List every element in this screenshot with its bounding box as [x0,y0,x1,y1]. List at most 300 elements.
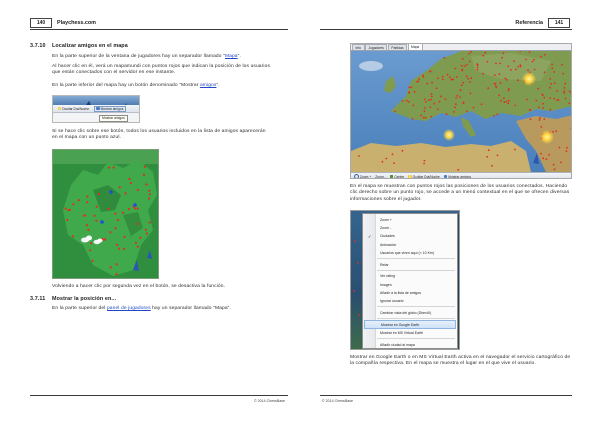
user-dot [354,240,356,242]
user-dot [535,100,537,102]
tooltip [99,115,128,122]
user-dot [543,118,545,120]
user-dot [144,166,146,168]
user-dot [546,158,548,160]
user-dot [482,55,484,57]
user-dot [455,103,457,105]
menu-separator [377,270,455,271]
user-dot [440,96,442,98]
map-strip [53,96,139,105]
user-dot [559,147,561,149]
user-dot [544,71,546,73]
footer-rule-right [320,395,572,396]
user-dot [477,69,479,71]
user-dot [456,95,458,97]
user-dot [461,65,463,67]
user-dot [538,107,540,109]
user-dot [495,83,497,85]
user-dot [402,150,404,152]
user-dot [461,84,463,86]
show-friends-label: Mostrar amigos [100,106,124,111]
user-dot [108,167,110,169]
user-dot [408,92,410,94]
user-dot [420,114,422,116]
menu-item-zoom-out [364,224,456,232]
cloud-icon [359,61,383,71]
user-dot [564,83,566,85]
paragraph-text: ". [216,83,220,88]
user-dot [424,160,426,162]
footer-rule-left [30,395,288,396]
day-night-label: Ocultar Día/Noche [62,106,90,111]
day-night-button [56,106,91,112]
menu-separator [377,318,455,319]
footer-left: © 2014 ChessBase [253,399,285,403]
user-dot [408,86,410,88]
magnifier-icon [354,174,359,179]
friends-map-screenshot [52,149,159,279]
user-dot [96,206,98,208]
friend-dot [109,190,113,194]
user-dot [358,314,360,316]
user-dot [497,155,499,157]
menu-item-add-city [364,340,456,348]
world-map-screenshot [350,43,572,179]
user-dot [496,114,498,116]
friends-map [53,150,159,279]
user-dot [137,189,139,191]
user-dot [542,107,544,109]
user-dot [462,82,464,84]
user-dot [430,70,432,72]
user-dot [539,119,541,121]
user-dot [410,87,412,89]
section-title: Mostrar la posición en... [52,296,117,302]
menu-item-zoom-in [364,216,456,224]
user-dot [149,221,151,223]
user-dot [119,186,121,188]
user-dot [566,150,568,152]
user-dot [95,220,97,222]
user-dot [514,149,516,151]
tab-label: Partidas [391,45,404,50]
user-dot [394,111,396,113]
user-dot [540,126,542,128]
user-dot [72,235,74,237]
user-dot [548,154,550,156]
user-dot [86,201,88,203]
user-dot [530,118,532,120]
user-dot [477,64,479,66]
tab-jugadores [365,44,387,50]
user-dot [89,249,91,251]
user-dot [86,195,88,197]
user-dot [65,208,67,210]
user-dot [484,52,486,54]
user-dot [124,192,126,194]
user-dot [137,223,139,225]
paragraph: Mostrar en Google Earth o en MS Virtual Earth activa en el navegador el servicio cartográfico de la compañía respectiva. En el mapa se muestra el lugar en el que vive el usuario. [350,355,571,367]
user-dot [499,82,501,84]
user-dot [104,238,106,240]
user-dot [506,79,508,81]
user-dot [499,63,501,65]
user-dot [443,57,445,59]
section-title: Localizar amigos en el mapa [52,43,128,49]
user-dot [525,59,527,61]
user-dot [469,81,471,83]
user-dot [508,88,510,90]
user-dot [540,56,542,58]
user-dot [564,87,566,89]
user-dot [442,79,444,81]
user-dot [556,99,558,101]
menu-item-label: Ciudades [380,234,395,239]
menu-item-google-earth [364,320,456,328]
user-dot [66,219,68,221]
buttons-screenshot [52,95,140,123]
user-dot [456,76,458,78]
user-dot [495,85,497,87]
user-dot [526,99,528,101]
user-dot [566,147,568,149]
user-dot [148,197,150,199]
map-top-band [53,150,159,164]
user-dot [487,87,489,89]
user-dot [494,74,496,76]
user-dot [551,68,553,70]
user-dot [425,101,427,103]
user-dot [562,73,564,75]
user-dot [437,77,439,79]
user-dot [542,157,544,159]
user-dot [430,106,432,108]
user-dot [508,100,510,102]
user-dot [477,67,479,69]
user-dot [148,190,150,192]
user-dot [543,97,545,99]
user-dot [385,158,387,160]
user-dot [466,64,468,66]
user-dot [468,53,470,55]
user-dot [123,236,125,238]
user-dot [128,178,130,180]
user-dot [515,69,517,71]
user-dot [549,78,551,80]
menu-item-label: Añadir a la lista de amigos [380,290,422,295]
user-dot [560,162,562,164]
day-night-label: Ocultar Día/Noche [412,174,440,179]
user-dot [454,106,456,108]
menu-separator [377,338,455,339]
user-dot [86,224,88,226]
user-dot [135,242,137,244]
user-dot [555,130,557,132]
menu-item-challenge [364,261,456,269]
user-dot [563,92,565,94]
user-dot [542,94,544,96]
user-dot [116,244,118,246]
user-dot [486,61,488,63]
user-dot [134,207,136,209]
user-dot [418,78,420,80]
user-dot [109,231,111,233]
menu-item-label: Usuarios que viven aquí (< 10 Km) [380,250,434,255]
menu-item-label: Zoom - [380,226,392,231]
zoom-in-button [354,174,371,179]
user-dot [417,81,419,83]
tab-partidas [388,44,407,50]
user-dot [430,116,432,118]
user-dot [569,90,571,92]
user-dot [358,155,360,157]
center-icon [390,175,394,179]
tab-label: Info [355,45,361,50]
menu-separator [377,258,455,259]
menu-item-cities [364,232,456,240]
menu-item-label: Mostrar en Google Earth [381,322,420,327]
user-dot [481,103,483,105]
user-dot [117,219,119,221]
menu-item-label: Ignorar usuario [380,298,404,303]
user-dot [431,96,433,98]
user-dot [83,215,85,217]
user-dot [382,161,384,163]
user-dot [425,117,427,119]
menu-item-add-friend [364,289,456,297]
user-dot [473,107,475,109]
user-dot [469,61,471,63]
user-dot [436,88,438,90]
context-menu-screenshot [350,210,460,350]
user-dot [433,103,435,105]
section-number: 3.7.11 [30,296,46,302]
sun-icon [540,130,554,144]
amigos-link[interactable]: amigos [199,83,217,88]
user-dot [503,52,505,54]
world-map [351,51,572,172]
user-dot [563,90,565,92]
menu-item-label: Añadir ciudad al mapa [380,342,415,347]
player-panel-link[interactable]: panel de jugadores [106,306,151,311]
user-dot [424,110,426,112]
user-dot [514,105,516,107]
user-dot [463,102,465,104]
menu-item-label: Zoom + [380,218,392,223]
menu-item-label: Retar [380,262,389,267]
user-dot [561,64,563,66]
user-dot [93,215,95,217]
user-dot [78,199,80,201]
user-dot [414,91,416,93]
user-dot [146,232,148,234]
header-rule-left [30,29,288,30]
paragraph [52,306,272,312]
user-dot [116,263,118,265]
player-window-tabs [351,44,571,51]
page-number-right: 141 [548,18,570,28]
paragraph-text: ". [237,54,241,59]
user-dot [143,174,145,176]
paragraph [52,54,272,60]
running-head-left: Playchess.com [57,20,96,26]
user-dot [98,193,100,195]
user-dot [467,78,469,80]
menu-separator [377,306,455,307]
user-dot [569,102,571,104]
paragraph: En el mapa se muestran con puntos rojos las posiciones de los usuarios conectados. Haciendo clic derecho sobre un punto rojo, se accede a un menú contextual en el que se ofrecen diversas informaciones sobre el jugador. [350,184,570,202]
paragraph-text: En la parte inferior del mapa hay un botón denominado "Mostrar [52,83,200,88]
user-dot [519,64,521,66]
user-dot [428,99,430,101]
menu-item-nearby-users [364,249,456,257]
user-dot [449,76,451,78]
menu-item-globe-view [364,309,456,317]
user-dot [426,83,428,85]
context-menu [362,213,458,349]
user-dot [540,153,542,155]
user-dot [466,75,468,77]
page-number-left: 140 [30,18,52,28]
user-dot [408,101,410,103]
show-friends-label: Mostrar amigos [448,174,471,179]
zoom-out-label: Zoom - [375,174,386,179]
user-dot [114,213,116,215]
user-dot [554,168,556,170]
user-dot [550,83,552,85]
user-dot [529,109,531,111]
user-dot [393,162,395,164]
user-dot [442,76,444,78]
user-dot [537,88,539,90]
center-label: Center [394,174,405,179]
user-dot [422,75,424,77]
tab-label: Jugadores [368,45,384,50]
user-dot [542,103,544,105]
user-dot [534,69,536,71]
user-dot [423,163,425,165]
user-dot [357,262,359,264]
user-dot [470,92,472,94]
user-dot [482,73,484,75]
user-dot [517,66,519,68]
user-dot [493,115,495,117]
user-dot [466,111,468,113]
menu-item-animation [364,241,456,249]
user-dot [107,208,109,210]
user-dot [549,109,551,111]
user-dot [507,102,509,104]
user-dot [113,166,115,168]
map-toolbar [351,172,571,179]
user-dot [498,73,500,75]
user-dot [92,260,94,262]
user-dot [406,100,408,102]
user-dot [424,99,426,101]
zoom-out-button [375,175,385,179]
menu-item-virtual-earth [364,329,456,337]
show-friends-button [94,106,126,112]
user-dot [553,71,555,73]
user-dot [145,229,147,231]
user-dot [495,63,497,65]
user-dot [513,60,515,62]
mapa-link[interactable]: Mapa [224,54,238,59]
user-dot [551,64,553,66]
user-dot [392,153,394,155]
user-dot [447,74,449,76]
check-icon: ✓ [368,233,372,239]
user-dot [527,69,529,71]
user-dot [110,266,112,268]
user-dot [137,246,139,248]
paragraph: Volviendo a hacer clic por segunda vez en el botón, se desactiva la función. [52,284,226,289]
user-dot [498,95,500,97]
day-night-button [408,175,440,179]
user-dot [570,92,572,94]
user-dot [510,69,512,71]
user-dot [462,58,464,60]
user-dot [488,149,490,151]
user-dot [130,182,132,184]
user-dot [353,290,355,292]
friends-icon [96,107,100,111]
menu-item-image [364,281,456,289]
user-dot [72,203,74,205]
paragraph-text: En la parte superior de la ventana de jugadores hay un separador llamado " [52,54,225,59]
user-dot [462,69,464,71]
user-dot [556,90,558,92]
paragraph: Si se hace clic sobre ese botón, todos los usuarios incluidos en la lista de amigos aparecerán en el mapa con un punto azul. [52,129,266,141]
user-dot [565,98,567,100]
user-dot [128,208,130,210]
user-dot [422,76,424,78]
sun-icon [408,175,412,179]
user-dot [87,229,89,231]
user-dot [544,54,546,56]
tab-info [352,44,365,50]
menu-item-label: Animación [380,242,397,247]
paragraph-text: En la parte superior del [52,306,107,311]
user-dot [508,90,510,92]
tooltip-text: Mostrar amigos [102,116,125,121]
user-dot [446,113,448,115]
user-dot [402,100,404,102]
user-dot [115,273,117,275]
tab-label: Mapa [411,45,420,50]
user-dot [455,68,457,70]
user-dot [115,227,117,229]
user-dot [145,183,147,185]
user-dot [149,193,151,195]
user-dot [430,99,432,101]
user-dot [504,78,506,80]
user-dot [532,61,534,63]
user-dot [431,82,433,84]
user-dot [67,209,69,211]
sun-icon [522,72,536,86]
user-dot [470,77,472,79]
menu-item-label: Imagen [380,282,392,287]
user-dot [451,79,453,81]
user-dot [554,82,556,84]
user-dot [549,97,551,99]
user-dot [491,165,493,167]
menu-item-label: Mostrar en MS Virtual Earth [380,330,424,335]
menu-item-ignore-user [364,297,456,305]
user-dot [460,89,462,91]
sun-icon [443,129,455,141]
